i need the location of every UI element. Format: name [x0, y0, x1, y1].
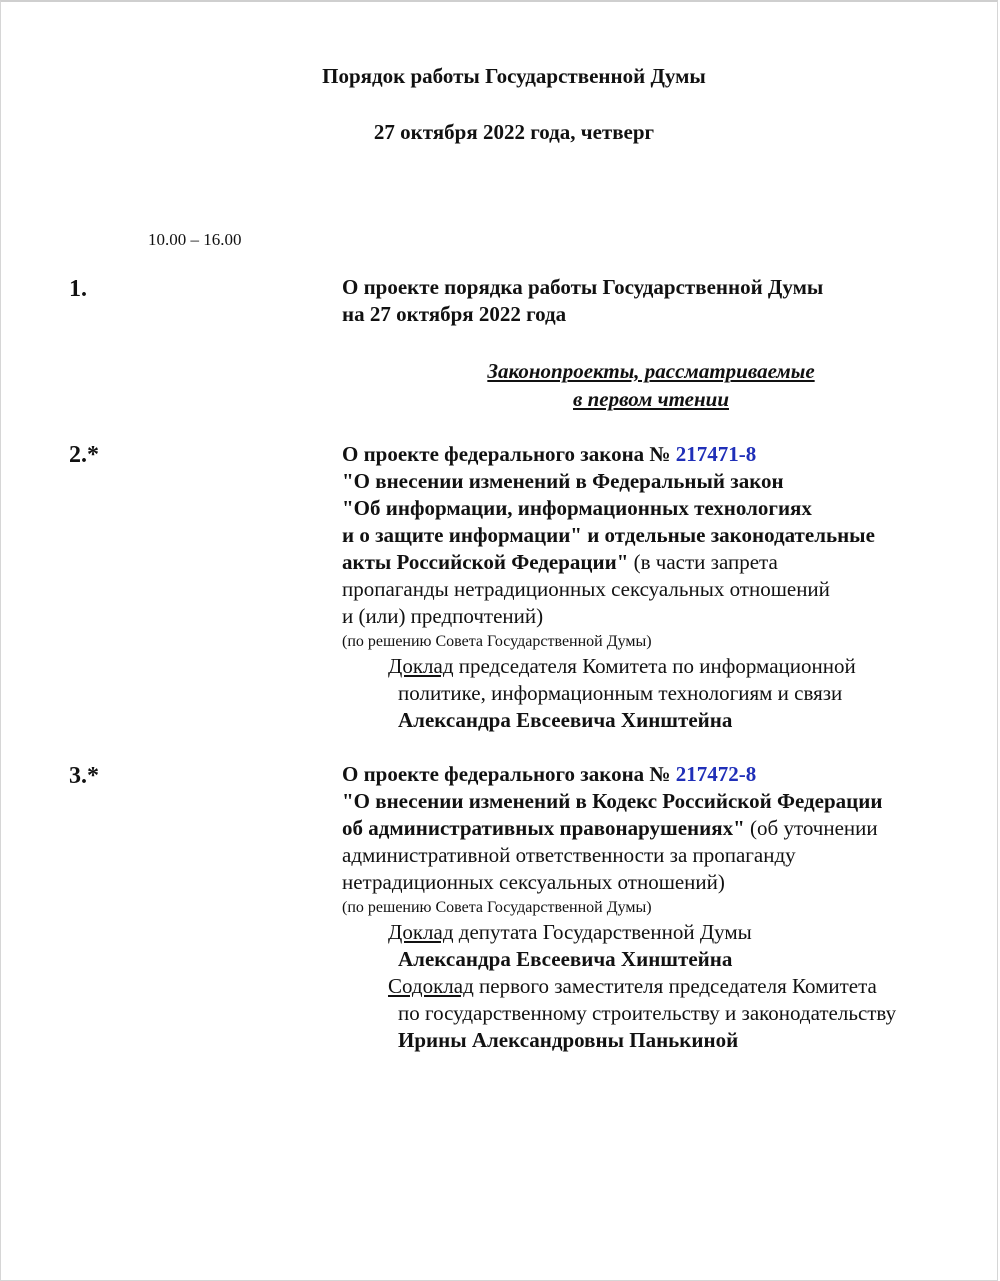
item-2-plain-line-2: и (или) предпочтений) [342, 604, 544, 628]
item-3-coreport-text: первого заместителя председателя Комитета [473, 974, 877, 998]
item-2-speaker: Александра Евсеевича Хинштейна [398, 708, 733, 732]
item-3-number: 3.* [69, 763, 99, 789]
item-2-bill-link[interactable]: 217471-8 [675, 442, 757, 466]
item-3-coreport [342, 973, 982, 1000]
section-heading-line-2: в первом чтении [573, 387, 729, 411]
item-2-plain-line-1: пропаганды нетрадиционных сексуальных отношений [342, 577, 830, 601]
item-3-title [342, 761, 982, 788]
item-3-plain-after: (об уточнении [744, 816, 878, 840]
section-heading [456, 357, 846, 413]
section-heading-line-1: Законопроекты, рассматриваемые [487, 359, 815, 383]
item-3-coreport-cont: по государственному строительству и законодательству [398, 1001, 897, 1025]
item-3-report-label: Доклад [388, 920, 454, 944]
item-3-plain-line-2: нетрадиционных сексуальных отношений) [342, 870, 725, 894]
item-2-report-cont: политике, информационным технологиям и связи [398, 681, 843, 705]
item-2-bold-line-2: "Об информации, информационных технологиях [342, 496, 812, 520]
item-2-number: 2.* [69, 442, 99, 468]
item-3-coreport-label: Содоклад [388, 974, 474, 998]
item-3-mixed-line [342, 815, 982, 842]
item-2-bold-line-3: и о защите информации" и отдельные законодательные [342, 523, 875, 547]
item-2-title [342, 441, 982, 468]
item-1-line-1: О проекте порядка работы Государственной Думы [342, 275, 824, 299]
item-3-bill-link[interactable]: 217472-8 [675, 762, 757, 786]
item-3-plain-line-1: административной ответственности за пропаганду [342, 843, 796, 867]
item-2-report-text: председателя Комитета по информационной [453, 654, 856, 678]
item-2-title-prefix: О проекте федерального закона № [342, 442, 676, 466]
session-date: 27 октября 2022 года, четверг [373, 120, 655, 144]
item-2-report-label: Доклад [388, 654, 454, 678]
item-3-report-text: депутата Государственной Думы [453, 920, 752, 944]
item-2-bold-line-4: акты Российской Федерации" [342, 550, 629, 574]
item-3-note: (по решению Совета Государственной Думы) [342, 899, 652, 916]
item-3-speaker: Александра Евсеевича Хинштейна [398, 947, 733, 971]
item-3-text [342, 761, 982, 1054]
item-2-report [342, 653, 982, 680]
item-3-bold-line-1: "О внесении изменений в Кодекс Российской Федерации [342, 789, 883, 813]
item-3-title-prefix: О проекте федерального закона № [342, 762, 676, 786]
item-1-line-2: на 27 октября 2022 года [342, 302, 567, 326]
item-3-report [342, 919, 982, 946]
time-range: 10.00 – 16.00 [148, 230, 242, 249]
item-2-bold-line-1: "О внесении изменений в Федеральный закон [342, 469, 784, 493]
item-3-bold-line-2: об административных правонарушениях" [342, 816, 745, 840]
item-1-text [342, 274, 982, 328]
item-3-co-speaker: Ирины Александровны Панькиной [398, 1028, 739, 1052]
item-2-note: (по решению Совета Государственной Думы) [342, 633, 652, 650]
item-1-number: 1. [69, 276, 87, 302]
item-2-text [342, 441, 982, 734]
item-2-mixed-line [342, 549, 982, 576]
item-2-plain-after: (в части запрета [628, 550, 778, 574]
page-title: Порядок работы Государственной Думы [322, 64, 706, 88]
